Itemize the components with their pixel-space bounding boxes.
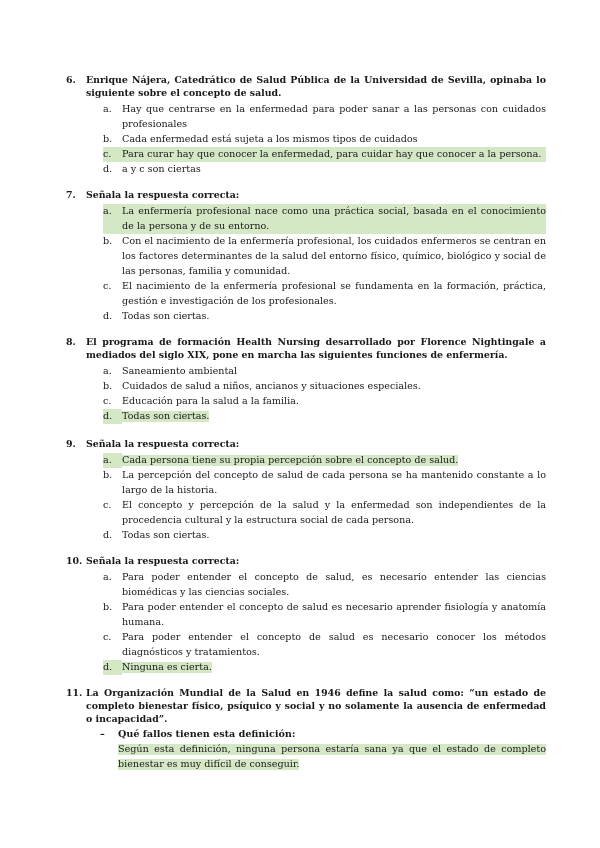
option-text: Para curar hay que conocer la enfermedad, para cuidar hay que conocer a la persona. <box>122 149 542 160</box>
option-letter: b. <box>103 602 113 613</box>
option-letter: c. <box>103 149 112 160</box>
option-text: El nacimiento de la enfermería profesional se fundamenta en la formación, práctica, gestión e investigación de los profesionales. <box>122 281 546 307</box>
question-number: 10. <box>66 556 83 567</box>
option-letter: d. <box>103 409 122 424</box>
sub-question <box>100 728 546 772</box>
option-letter: d. <box>103 164 113 175</box>
question-text: La Organización Mundial de la Salud en 1946 define la salud como: “un estado de completo bienestar físico, psíquico y social y no solamente la ausencia de enfermedad o incapacidad”. <box>86 688 546 725</box>
option-text: a y c son ciertas <box>122 164 201 175</box>
option-letter: d. <box>103 660 122 675</box>
option-text: El concepto y percepción de la salud y la enfermedad son independientes de la procedencia cultural y la estructura social de cada persona. <box>122 500 546 526</box>
option-b <box>103 234 546 279</box>
option-text: Educación para la salud a la familia. <box>122 396 299 407</box>
option-letter: a. <box>103 453 122 468</box>
option-a-highlighted <box>103 204 546 234</box>
option-letter: a. <box>103 366 112 377</box>
option-text: La percepción del concepto de salud de cada persona se ha mantenido constante a lo largo de la historia. <box>122 470 546 496</box>
option-d <box>103 309 546 324</box>
question-7 <box>66 189 546 324</box>
option-letter: a. <box>103 104 112 115</box>
option-text: Para poder entender el concepto de salud es necesario aprender fisiología y anatomía humana. <box>122 602 546 628</box>
question-number: 6. <box>66 75 76 86</box>
question-9 <box>66 438 546 543</box>
option-b <box>103 379 546 394</box>
option-letter: c. <box>103 396 112 407</box>
option-c <box>103 630 546 660</box>
option-c-highlighted <box>103 147 546 162</box>
option-b <box>103 468 546 498</box>
option-text: Todas son ciertas. <box>122 311 210 322</box>
option-letter: d. <box>103 311 113 322</box>
question-number: 7. <box>66 190 76 201</box>
option-letter: b. <box>103 134 113 145</box>
option-c <box>103 498 546 528</box>
question-number: 11. <box>66 688 83 699</box>
option-text: Todas son ciertas. <box>122 411 210 422</box>
option-text: Cuidados de salud a niños, ancianos y situaciones especiales. <box>122 381 421 392</box>
option-letter: a. <box>103 206 112 217</box>
option-letter: a. <box>103 572 112 583</box>
option-d <box>103 528 546 543</box>
option-letter: c. <box>103 632 112 643</box>
option-d-highlighted <box>103 409 546 424</box>
option-text: Cada persona tiene su propia percepción sobre el concepto de salud. <box>122 455 459 466</box>
question-8 <box>66 336 546 424</box>
question-text: El programa de formación Health Nursing desarrollado por Florence Nightingale a mediados del siglo XIX, pone en marcha las siguientes funciones de enfermería. <box>86 337 546 361</box>
question-10 <box>66 555 546 675</box>
question-text: Señala la respuesta correcta: <box>86 190 240 201</box>
question-text: Enrique Nájera, Catedrático de Salud Pública de la Universidad de Sevilla, opinaba lo siguiente sobre el concepto de salud. <box>86 75 546 99</box>
option-a <box>103 570 546 600</box>
question-text: Señala la respuesta correcta: <box>86 556 240 567</box>
option-letter: d. <box>103 530 113 541</box>
option-letter: c. <box>103 500 112 511</box>
option-d-highlighted <box>103 660 546 675</box>
option-a-highlighted <box>103 453 546 468</box>
option-text: Para poder entender el concepto de salud es necesario conocer los métodos diagnósticos y tratamientos. <box>122 632 546 658</box>
question-number: 8. <box>66 337 76 348</box>
sub-answer <box>118 742 546 772</box>
option-text: Con el nacimiento de la enfermería profesional, los cuidados enfermeros se centran en los factores determinantes de la salud del entorno físico, químico, biológico y social de las personas, familia y comunidad. <box>122 236 546 277</box>
option-text: Para poder entender el concepto de salud, es necesario entender las ciencias biomédicas y las ciencias sociales. <box>122 572 546 598</box>
option-c <box>103 394 546 409</box>
option-text: Cada enfermedad está sujeta a los mismos tipos de cuidados <box>122 134 418 145</box>
option-letter: c. <box>103 281 112 292</box>
option-letter: b. <box>103 470 113 481</box>
option-text: Todas son ciertas. <box>122 530 210 541</box>
question-number: 9. <box>66 439 76 450</box>
option-letter: b. <box>103 236 113 247</box>
question-text: Señala la respuesta correcta: <box>86 439 240 450</box>
option-b <box>103 600 546 630</box>
option-text: Hay que centrarse en la enfermedad para poder sanar a las personas con cuidados profesionales <box>122 104 546 130</box>
option-text: Saneamiento ambiental <box>122 366 238 377</box>
option-text: La enfermería profesional nace como una práctica social, basada en el conocimiento de la persona y de su entorno. <box>122 206 546 232</box>
sub-answer-text: Según esta definición, ninguna persona estaría sana ya que el estado de completo bienestar es muy difícil de conseguir. <box>118 744 546 770</box>
option-d <box>103 162 546 177</box>
option-a <box>103 364 546 379</box>
question-11 <box>66 687 546 772</box>
option-letter: b. <box>103 381 113 392</box>
option-text: Ninguna es cierta. <box>122 662 212 673</box>
sub-question-text: Qué fallos tienen esta definición: <box>118 729 296 740</box>
option-a <box>103 102 546 132</box>
option-b <box>103 132 546 147</box>
dash-bullet: – <box>100 729 105 740</box>
option-c <box>103 279 546 309</box>
question-6 <box>66 74 546 177</box>
